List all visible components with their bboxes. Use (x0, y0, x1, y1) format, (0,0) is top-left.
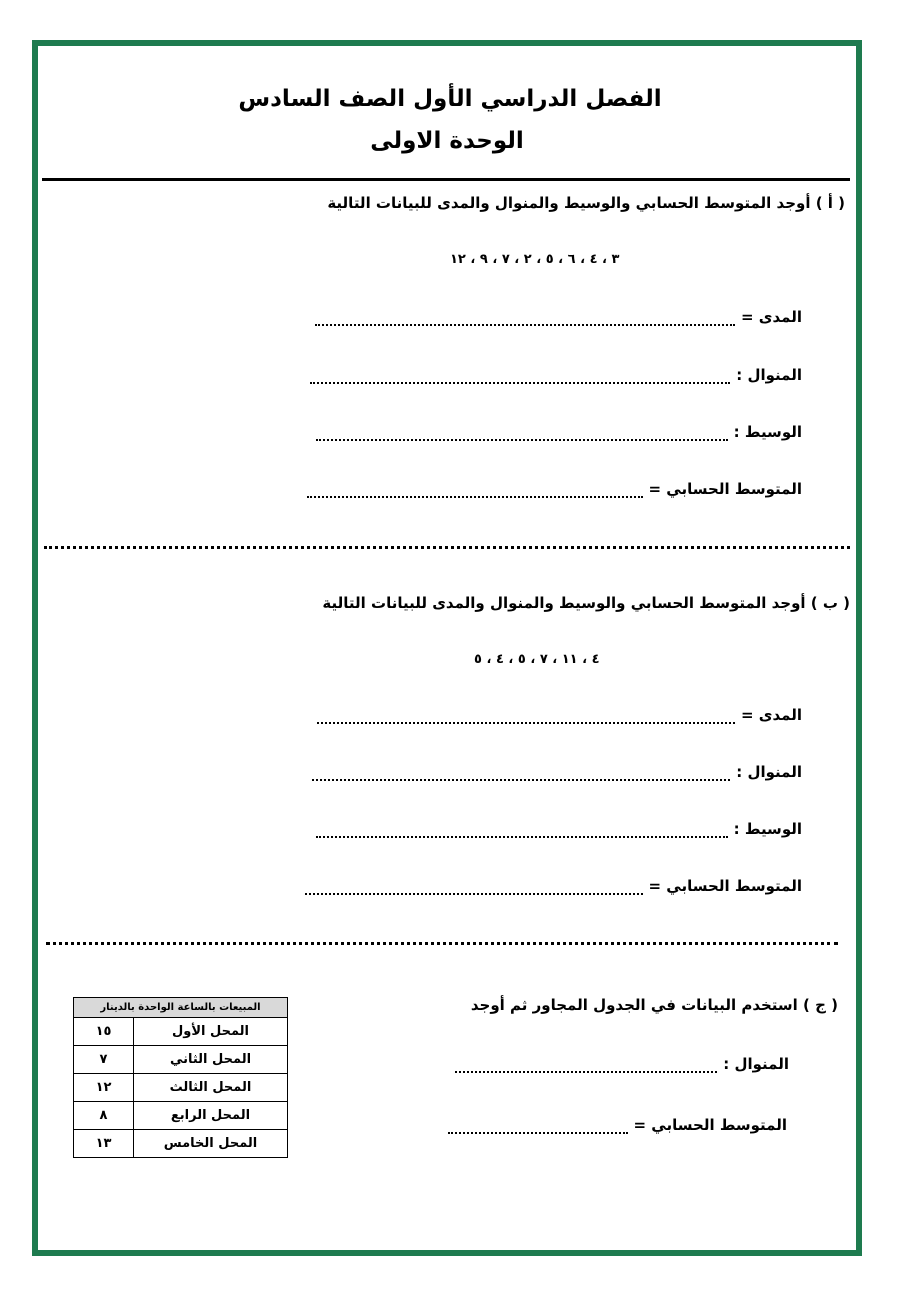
mean-answer-field[interactable] (448, 1124, 628, 1134)
question-b-mode-row (312, 763, 802, 781)
question-b-numbers: ٤ ، ١١ ، ٧ ، ٥ ، ٤ ، ٥ (474, 652, 600, 667)
shop-name: المحل الثاني (134, 1046, 288, 1074)
section-divider (46, 942, 838, 945)
page-title: الفصل الدراسي الأول الصف السادس (238, 86, 662, 112)
median-label: الوسيط : (733, 820, 802, 838)
question-c-mode-row (455, 1055, 789, 1073)
question-c-mean-row (448, 1116, 787, 1134)
shop-sales: ١٢ (74, 1074, 134, 1102)
shop-sales: ١٣ (74, 1130, 134, 1158)
range-answer-field[interactable] (317, 714, 735, 724)
question-b-heading: ( ب ) أوجد المتوسط الحسابي والوسيط والمنوال والمدى للبيانات التالية (322, 594, 850, 612)
mode-answer-field[interactable] (312, 771, 730, 781)
shop-sales: ٧ (74, 1046, 134, 1074)
mode-label: المنوال : (736, 763, 802, 781)
question-a-mean-row (307, 480, 802, 498)
question-a-range-row (315, 308, 802, 326)
shop-name: المحل الثالث (134, 1074, 288, 1102)
median-label: الوسيط : (733, 423, 802, 441)
shop-sales: ١٥ (74, 1018, 134, 1046)
table-row (74, 1018, 288, 1046)
question-a-heading: ( أ ) أوجد المتوسط الحسابي والوسيط والمنوال والمدى للبيانات التالية (327, 194, 845, 212)
median-answer-field[interactable] (316, 828, 728, 838)
range-answer-field[interactable] (315, 316, 735, 326)
mean-label: المتوسط الحسابي = (648, 877, 802, 895)
shop-name: المحل الرابع (134, 1102, 288, 1130)
question-a-numbers: ٣ ، ٤ ، ٦ ، ٥ ، ٢ ، ٧ ، ٩ ، ١٢ (450, 252, 620, 267)
header-divider (42, 178, 850, 181)
mode-label: المنوال : (723, 1055, 789, 1073)
mode-answer-field[interactable] (310, 374, 730, 384)
mean-answer-field[interactable] (305, 885, 643, 895)
range-label: المدى = (740, 706, 802, 724)
question-c-heading: ( ج ) استخدم البيانات في الجدول المجاور ثم أوجد (470, 996, 838, 1014)
table-row (74, 1130, 288, 1158)
mode-answer-field[interactable] (455, 1063, 717, 1073)
question-b-range-row (317, 706, 802, 724)
shop-name: المحل الأول (134, 1018, 288, 1046)
table-row (74, 1046, 288, 1074)
range-label: المدى = (740, 308, 802, 326)
mean-answer-field[interactable] (307, 488, 643, 498)
table-row (74, 1102, 288, 1130)
question-a-mode-row (310, 366, 802, 384)
shop-name: المحل الخامس (134, 1130, 288, 1158)
sales-table (73, 997, 288, 1158)
question-a-median-row (316, 423, 802, 441)
unit-title: الوحدة الاولى (370, 128, 524, 154)
section-divider (44, 546, 850, 549)
sales-table-header: المبيعات بالساعة الواحدة بالدينار (74, 998, 288, 1018)
question-b-mean-row (305, 877, 802, 895)
mean-label: المتوسط الحسابي = (633, 1116, 787, 1134)
mean-label: المتوسط الحسابي = (648, 480, 802, 498)
mode-label: المنوال : (736, 366, 802, 384)
question-b-median-row (316, 820, 802, 838)
table-row (74, 1074, 288, 1102)
shop-sales: ٨ (74, 1102, 134, 1130)
median-answer-field[interactable] (316, 431, 728, 441)
